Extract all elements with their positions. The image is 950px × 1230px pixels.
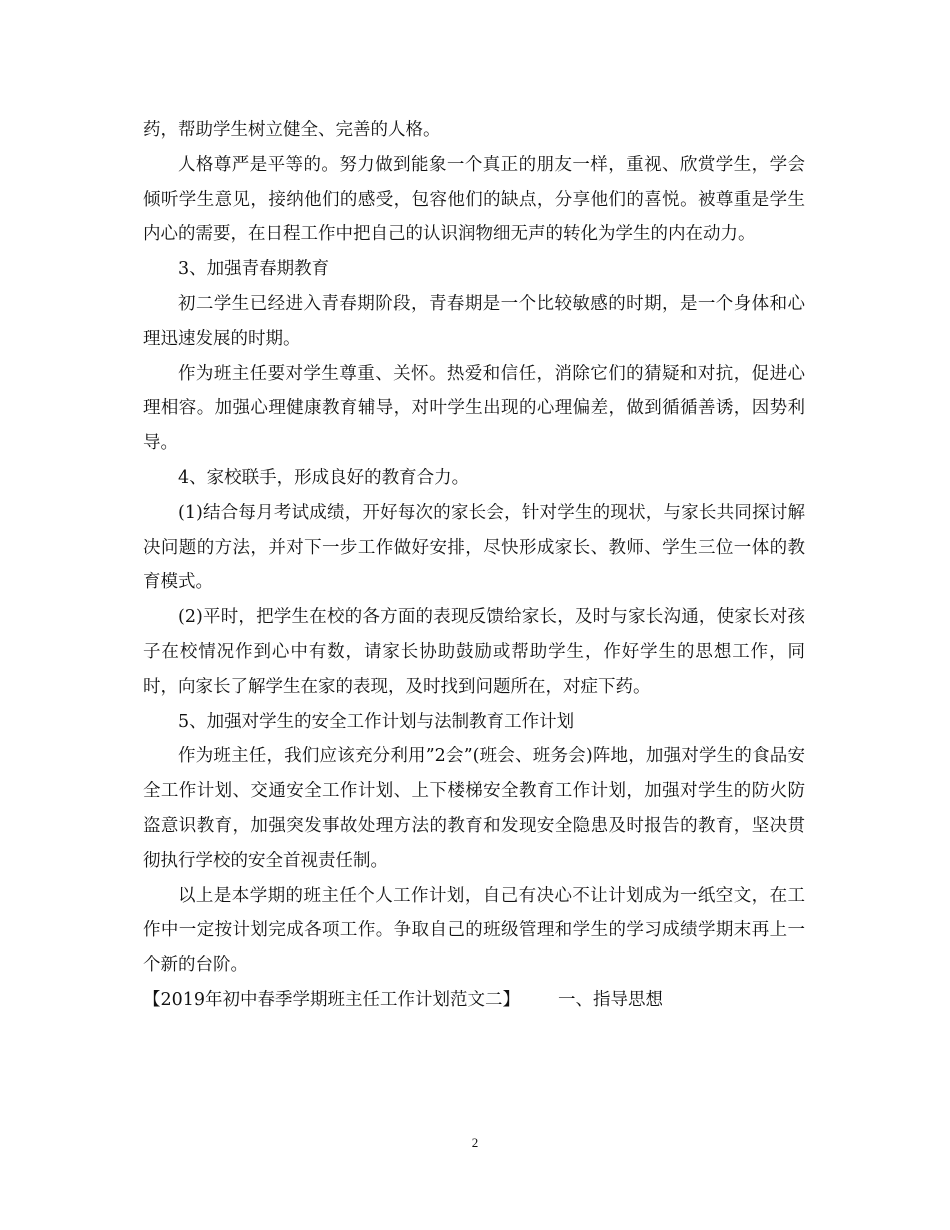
paragraph: 作为班主任要对学生尊重、关怀。热爱和信任，消除它们的猜疑和对抗，促进心理相容。加强心理健康教育辅导，对叶学生出现的心理偏差，做到循循善诱，因势利导。 [143,363,805,454]
section-item-heading: 3、加强青春期教育 [178,259,330,280]
paragraph: 人格尊严是平等的。努力做到能象一个真正的朋友一样，重视、欣赏学生，学会倾听学生意见，接纳他们的感受，包容他们的缺点，分享他们的喜悦。被尊重是学生内心的需要，在日程工作中把自己的认识润物细无声的转化为学生的内在动力。 [143,154,805,245]
section-subheading: 一、指导思想 [558,989,664,1010]
document-body [143,113,805,1018]
paragraph: 作为班主任，我们应该充分利用”2会”(班会、班务会)阵地，加强对学生的食品安全工作计划、交通安全工作计划、上下楼梯安全教育工作计划，加强对学生的防火防盗意识教育，加强突发事故处理方法的教育和发现安全隐患及时报告的教育，坚决贯彻执行学校的安全首视责任制。 [143,746,805,871]
paragraph: (2)平时，把学生在校的各方面的表现反馈给家长，及时与家长沟通，使家长对孩子在校情况作到心中有数，请家长协助鼓励或帮助学生，作好学生的思想工作，同时，向家长了解学生在家的表现，及时找到问题所在，对症下药。 [143,607,805,697]
page-number: 2 [471,1135,479,1150]
section-item-heading: 5、加强对学生的安全工作计划与法制教育工作计划 [178,711,575,732]
paragraph: 药，帮助学生树立健全、完善的人格。 [143,120,441,140]
paragraph: (1)结合每月考试成绩，开好每次的家长会，针对学生的现状，与家长共同探讨解决问题的方法，并对下一步工作做好安排，尽快形成家长、教师、学生三位一体的教育模式。 [143,502,805,593]
paragraph: 以上是本学期的班主任个人工作计划，自己有决心不让计划成为一纸空文，在工作中一定按计划完成各项工作。争取自己的班级管理和学生的学习成绩学期末再上一个新的台阶。 [143,885,805,976]
paragraph: 初二学生已经进入青春期阶段，青春期是一个比较敏感的时期，是一个身体和心理迅速发展的时期。 [143,293,805,349]
section-heading: 【2019年初中春季学期班主任工作计划范文二】 [143,989,521,1010]
section-heading-line [143,983,805,1018]
section-item-heading: 4、家校联手，形成良好的教育合力。 [178,467,470,488]
